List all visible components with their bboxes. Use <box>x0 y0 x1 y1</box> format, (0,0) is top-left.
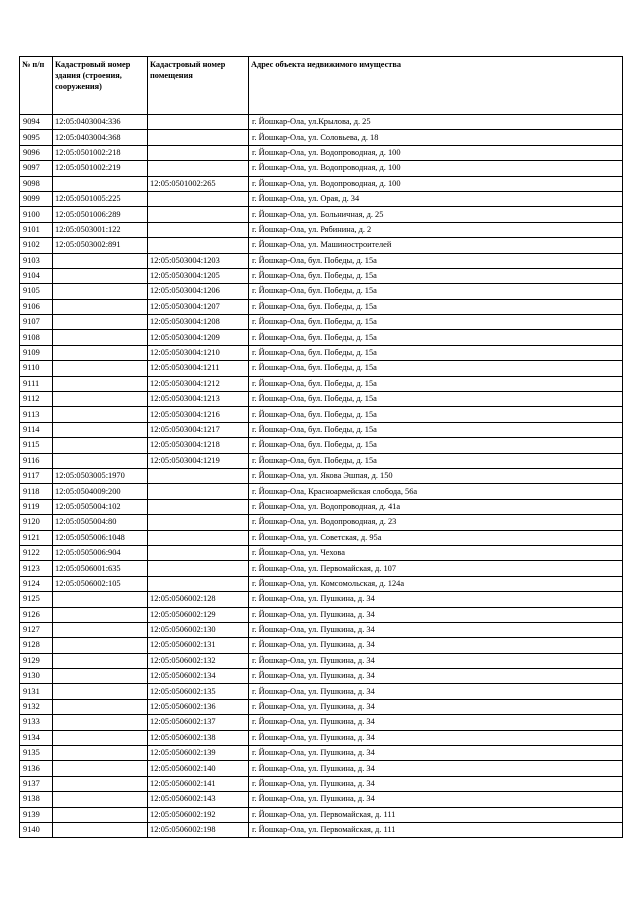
table-row <box>20 222 623 237</box>
row-number: 9127 <box>20 622 53 637</box>
table-row <box>20 407 623 422</box>
table-row <box>20 515 623 530</box>
building-cadastral-number <box>53 807 148 822</box>
table-row <box>20 145 623 160</box>
building-cadastral-number <box>53 453 148 468</box>
object-address: г. Йошкар-Ола, ул. Пушкина, д. 34 <box>249 699 623 714</box>
table-row <box>20 392 623 407</box>
premises-cadastral-number <box>148 130 249 145</box>
building-cadastral-number: 12:05:0505004:80 <box>53 515 148 530</box>
building-cadastral-number <box>53 638 148 653</box>
premises-cadastral-number: 12:05:0503004:1216 <box>148 407 249 422</box>
premises-cadastral-number <box>148 515 249 530</box>
row-number: 9117 <box>20 468 53 483</box>
building-cadastral-number <box>53 345 148 360</box>
row-number: 9138 <box>20 792 53 807</box>
object-address: г. Йошкар-Ола, ул. Первомайская, д. 111 <box>249 807 623 822</box>
table-body <box>20 115 623 838</box>
table-row <box>20 422 623 437</box>
table-row <box>20 638 623 653</box>
row-number: 9104 <box>20 268 53 283</box>
building-cadastral-number <box>53 438 148 453</box>
table-row <box>20 115 623 130</box>
row-number: 9095 <box>20 130 53 145</box>
object-address: г. Йошкар-Ола, ул. Орая, д. 34 <box>249 191 623 206</box>
object-address: г. Йошкар-Ола, ул. Пушкина, д. 34 <box>249 776 623 791</box>
row-number: 9113 <box>20 407 53 422</box>
object-address: г. Йошкар-Ола, бул. Победы, д. 15а <box>249 422 623 437</box>
row-number: 9132 <box>20 699 53 714</box>
object-address: г. Йошкар-Ола, ул. Советская, д. 95а <box>249 530 623 545</box>
row-number: 9094 <box>20 115 53 130</box>
building-cadastral-number: 12:05:0403004:336 <box>53 115 148 130</box>
header-row <box>20 57 623 115</box>
header-building-cadastral: Кадастровый номер здания (строения, сооружения) <box>53 57 148 115</box>
row-number: 9100 <box>20 207 53 222</box>
building-cadastral-number <box>53 761 148 776</box>
building-cadastral-number: 12:05:0501002:218 <box>53 145 148 160</box>
premises-cadastral-number <box>148 191 249 206</box>
table-row <box>20 130 623 145</box>
building-cadastral-number <box>53 622 148 637</box>
table-row <box>20 376 623 391</box>
premises-cadastral-number: 12:05:0506002:140 <box>148 761 249 776</box>
building-cadastral-number <box>53 715 148 730</box>
row-number: 9126 <box>20 607 53 622</box>
property-table <box>19 56 623 838</box>
premises-cadastral-number <box>148 468 249 483</box>
row-number: 9137 <box>20 776 53 791</box>
table-row <box>20 776 623 791</box>
building-cadastral-number <box>53 253 148 268</box>
premises-cadastral-number: 12:05:0506002:131 <box>148 638 249 653</box>
row-number: 9097 <box>20 161 53 176</box>
premises-cadastral-number <box>148 561 249 576</box>
building-cadastral-number <box>53 607 148 622</box>
object-address: г. Йошкар-Ола, ул. Чехова <box>249 545 623 560</box>
building-cadastral-number <box>53 330 148 345</box>
table-row <box>20 499 623 514</box>
table-row <box>20 161 623 176</box>
building-cadastral-number: 12:05:0501005:225 <box>53 191 148 206</box>
building-cadastral-number <box>53 653 148 668</box>
row-number: 9118 <box>20 484 53 499</box>
row-number: 9133 <box>20 715 53 730</box>
row-number: 9101 <box>20 222 53 237</box>
premises-cadastral-number: 12:05:0506002:132 <box>148 653 249 668</box>
row-number: 9139 <box>20 807 53 822</box>
row-number: 9134 <box>20 730 53 745</box>
building-cadastral-number: 12:05:0506001:635 <box>53 561 148 576</box>
premises-cadastral-number <box>148 145 249 160</box>
premises-cadastral-number: 12:05:0503004:1219 <box>148 453 249 468</box>
row-number: 9130 <box>20 669 53 684</box>
object-address: г. Йошкар-Ола, ул. Пушкина, д. 34 <box>249 746 623 761</box>
table-row <box>20 484 623 499</box>
row-number: 9131 <box>20 684 53 699</box>
row-number: 9106 <box>20 299 53 314</box>
object-address: г. Йошкар-Ола, ул. Якова Эшпая, д. 150 <box>249 468 623 483</box>
object-address: г. Йошкар-Ола, бул. Победы, д. 15а <box>249 284 623 299</box>
object-address: г. Йошкар-Ола, бул. Победы, д. 15а <box>249 299 623 314</box>
building-cadastral-number <box>53 361 148 376</box>
object-address: г. Йошкар-Ола, бул. Победы, д. 15а <box>249 268 623 283</box>
object-address: г. Йошкар-Ола, ул. Первомайская, д. 107 <box>249 561 623 576</box>
premises-cadastral-number: 12:05:0506002:143 <box>148 792 249 807</box>
row-number: 9105 <box>20 284 53 299</box>
premises-cadastral-number <box>148 484 249 499</box>
premises-cadastral-number: 12:05:0503004:1213 <box>148 392 249 407</box>
building-cadastral-number: 12:05:0505006:904 <box>53 545 148 560</box>
building-cadastral-number <box>53 315 148 330</box>
table-row <box>20 268 623 283</box>
object-address: г. Йошкар-Ола, ул. Водопроводная, д. 100 <box>249 176 623 191</box>
object-address: г. Йошкар-Ола, ул.Крылова, д. 25 <box>249 115 623 130</box>
object-address: г. Йошкар-Ола, ул. Соловьева, д. 18 <box>249 130 623 145</box>
building-cadastral-number <box>53 592 148 607</box>
object-address: г. Йошкар-Ола, ул. Водопроводная, д. 23 <box>249 515 623 530</box>
object-address: г. Йошкар-Ола, ул. Пушкина, д. 34 <box>249 653 623 668</box>
table-row <box>20 545 623 560</box>
object-address: г. Йошкар-Ола, бул. Победы, д. 15а <box>249 345 623 360</box>
premises-cadastral-number: 12:05:0506002:130 <box>148 622 249 637</box>
table-row <box>20 361 623 376</box>
building-cadastral-number <box>53 776 148 791</box>
building-cadastral-number <box>53 268 148 283</box>
row-number: 9140 <box>20 822 53 837</box>
premises-cadastral-number <box>148 238 249 253</box>
table-row <box>20 746 623 761</box>
row-number: 9110 <box>20 361 53 376</box>
premises-cadastral-number: 12:05:0506002:134 <box>148 669 249 684</box>
building-cadastral-number <box>53 699 148 714</box>
premises-cadastral-number <box>148 115 249 130</box>
table-row <box>20 530 623 545</box>
object-address: г. Йошкар-Ола, бул. Победы, д. 15а <box>249 438 623 453</box>
row-number: 9125 <box>20 592 53 607</box>
table-row <box>20 807 623 822</box>
object-address: г. Йошкар-Ола, ул. Водопроводная, д. 100 <box>249 145 623 160</box>
premises-cadastral-number: 12:05:0506002:138 <box>148 730 249 745</box>
premises-cadastral-number <box>148 161 249 176</box>
premises-cadastral-number <box>148 207 249 222</box>
premises-cadastral-number: 12:05:0503004:1211 <box>148 361 249 376</box>
row-number: 9119 <box>20 499 53 514</box>
object-address: г. Йошкар-Ола, ул. Машиностроителей <box>249 238 623 253</box>
table-row <box>20 253 623 268</box>
table-row <box>20 453 623 468</box>
building-cadastral-number: 12:05:0505004:102 <box>53 499 148 514</box>
object-address: г. Йошкар-Ола, ул. Пушкина, д. 34 <box>249 715 623 730</box>
object-address: г. Йошкар-Ола, ул. Пушкина, д. 34 <box>249 622 623 637</box>
premises-cadastral-number: 12:05:0503004:1209 <box>148 330 249 345</box>
table-row <box>20 607 623 622</box>
premises-cadastral-number: 12:05:0506002:135 <box>148 684 249 699</box>
object-address: г. Йошкар-Ола, ул. Пушкина, д. 34 <box>249 761 623 776</box>
premises-cadastral-number <box>148 222 249 237</box>
premises-cadastral-number: 12:05:0506002:128 <box>148 592 249 607</box>
row-number: 9096 <box>20 145 53 160</box>
building-cadastral-number <box>53 730 148 745</box>
premises-cadastral-number <box>148 576 249 591</box>
building-cadastral-number <box>53 792 148 807</box>
building-cadastral-number <box>53 299 148 314</box>
object-address: г. Йошкар-Ола, ул. Пушкина, д. 34 <box>249 792 623 807</box>
header-premises-cadastral: Кадастровый номер помещения <box>148 57 249 115</box>
object-address: г. Йошкар-Ола, ул. Пушкина, д. 34 <box>249 684 623 699</box>
table-row <box>20 822 623 837</box>
row-number: 9107 <box>20 315 53 330</box>
object-address: г. Йошкар-Ола, ул. Водопроводная, д. 100 <box>249 161 623 176</box>
table-row <box>20 792 623 807</box>
table-row <box>20 761 623 776</box>
object-address: г. Йошкар-Ола, бул. Победы, д. 15а <box>249 392 623 407</box>
building-cadastral-number: 12:05:0503005:1970 <box>53 468 148 483</box>
premises-cadastral-number: 12:05:0506002:137 <box>148 715 249 730</box>
row-number: 9103 <box>20 253 53 268</box>
row-number: 9120 <box>20 515 53 530</box>
table-row <box>20 576 623 591</box>
object-address: г. Йошкар-Ола, ул. Первомайская, д. 111 <box>249 822 623 837</box>
premises-cadastral-number: 12:05:0503004:1210 <box>148 345 249 360</box>
row-number: 9116 <box>20 453 53 468</box>
premises-cadastral-number: 12:05:0506002:198 <box>148 822 249 837</box>
object-address: г. Йошкар-Ола, ул. Пушкина, д. 34 <box>249 592 623 607</box>
row-number: 9121 <box>20 530 53 545</box>
building-cadastral-number <box>53 407 148 422</box>
table-row <box>20 299 623 314</box>
table-row <box>20 176 623 191</box>
object-address: г. Йошкар-Ола, бул. Победы, д. 15а <box>249 376 623 391</box>
table-row <box>20 699 623 714</box>
premises-cadastral-number: 12:05:0506002:136 <box>148 699 249 714</box>
row-number: 9122 <box>20 545 53 560</box>
row-number: 9124 <box>20 576 53 591</box>
building-cadastral-number <box>53 746 148 761</box>
row-number: 9111 <box>20 376 53 391</box>
header-address: Адрес объекта недвижимого имущества <box>249 57 623 115</box>
row-number: 9115 <box>20 438 53 453</box>
premises-cadastral-number: 12:05:0503004:1208 <box>148 315 249 330</box>
premises-cadastral-number <box>148 545 249 560</box>
table-row <box>20 669 623 684</box>
premises-cadastral-number: 12:05:0506002:129 <box>148 607 249 622</box>
object-address: г. Йошкар-Ола, бул. Победы, д. 15а <box>249 330 623 345</box>
premises-cadastral-number: 12:05:0506002:139 <box>148 746 249 761</box>
row-number: 9135 <box>20 746 53 761</box>
building-cadastral-number <box>53 822 148 837</box>
building-cadastral-number: 12:05:0505006:1048 <box>53 530 148 545</box>
row-number: 9136 <box>20 761 53 776</box>
building-cadastral-number <box>53 376 148 391</box>
table-row <box>20 345 623 360</box>
building-cadastral-number <box>53 684 148 699</box>
premises-cadastral-number: 12:05:0503004:1203 <box>148 253 249 268</box>
object-address: г. Йошкар-Ола, Красноармейская слобода, 56а <box>249 484 623 499</box>
building-cadastral-number: 12:05:0503002:891 <box>53 238 148 253</box>
row-number: 9108 <box>20 330 53 345</box>
object-address: г. Йошкар-Ола, ул. Рябинина, д. 2 <box>249 222 623 237</box>
premises-cadastral-number: 12:05:0503004:1218 <box>148 438 249 453</box>
table-row <box>20 315 623 330</box>
premises-cadastral-number: 12:05:0503004:1207 <box>148 299 249 314</box>
premises-cadastral-number <box>148 499 249 514</box>
premises-cadastral-number <box>148 530 249 545</box>
building-cadastral-number: 12:05:0504009:200 <box>53 484 148 499</box>
premises-cadastral-number: 12:05:0506002:192 <box>148 807 249 822</box>
object-address: г. Йошкар-Ола, бул. Победы, д. 15а <box>249 361 623 376</box>
table-row <box>20 330 623 345</box>
header-number: № п/п <box>20 57 53 115</box>
row-number: 9098 <box>20 176 53 191</box>
premises-cadastral-number: 12:05:0503004:1212 <box>148 376 249 391</box>
object-address: г. Йошкар-Ола, ул. Пушкина, д. 34 <box>249 638 623 653</box>
table-row <box>20 653 623 668</box>
row-number: 9123 <box>20 561 53 576</box>
building-cadastral-number: 12:05:0501002:219 <box>53 161 148 176</box>
table-row <box>20 438 623 453</box>
building-cadastral-number: 12:05:0501006:289 <box>53 207 148 222</box>
premises-cadastral-number: 12:05:0501002:265 <box>148 176 249 191</box>
row-number: 9112 <box>20 392 53 407</box>
object-address: г. Йошкар-Ола, ул. Комсомольская, д. 124а <box>249 576 623 591</box>
table-row <box>20 561 623 576</box>
table-row <box>20 284 623 299</box>
row-number: 9102 <box>20 238 53 253</box>
building-cadastral-number <box>53 392 148 407</box>
row-number: 9129 <box>20 653 53 668</box>
object-address: г. Йошкар-Ола, ул. Пушкина, д. 34 <box>249 730 623 745</box>
table-row <box>20 592 623 607</box>
object-address: г. Йошкар-Ола, ул. Пушкина, д. 34 <box>249 607 623 622</box>
premises-cadastral-number: 12:05:0506002:141 <box>148 776 249 791</box>
table-row <box>20 684 623 699</box>
object-address: г. Йошкар-Ола, бул. Победы, д. 15а <box>249 453 623 468</box>
premises-cadastral-number: 12:05:0503004:1217 <box>148 422 249 437</box>
object-address: г. Йошкар-Ола, ул. Пушкина, д. 34 <box>249 669 623 684</box>
table-header <box>20 57 623 115</box>
table-row <box>20 715 623 730</box>
object-address: г. Йошкар-Ола, бул. Победы, д. 15а <box>249 315 623 330</box>
table-row <box>20 468 623 483</box>
object-address: г. Йошкар-Ола, бул. Победы, д. 15а <box>249 253 623 268</box>
building-cadastral-number <box>53 669 148 684</box>
object-address: г. Йошкар-Ола, ул. Водопроводная, д. 41а <box>249 499 623 514</box>
table-row <box>20 238 623 253</box>
row-number: 9114 <box>20 422 53 437</box>
table-row <box>20 207 623 222</box>
building-cadastral-number <box>53 422 148 437</box>
premises-cadastral-number: 12:05:0503004:1206 <box>148 284 249 299</box>
table-row <box>20 191 623 206</box>
object-address: г. Йошкар-Ола, бул. Победы, д. 15а <box>249 407 623 422</box>
row-number: 9099 <box>20 191 53 206</box>
building-cadastral-number <box>53 284 148 299</box>
table-row <box>20 730 623 745</box>
document-page <box>19 56 622 838</box>
building-cadastral-number: 12:05:0503001:122 <box>53 222 148 237</box>
table-row <box>20 622 623 637</box>
premises-cadastral-number: 12:05:0503004:1205 <box>148 268 249 283</box>
building-cadastral-number <box>53 176 148 191</box>
row-number: 9128 <box>20 638 53 653</box>
building-cadastral-number: 12:05:0403004:368 <box>53 130 148 145</box>
building-cadastral-number: 12:05:0506002:105 <box>53 576 148 591</box>
object-address: г. Йошкар-Ола, ул. Больничная, д. 25 <box>249 207 623 222</box>
row-number: 9109 <box>20 345 53 360</box>
